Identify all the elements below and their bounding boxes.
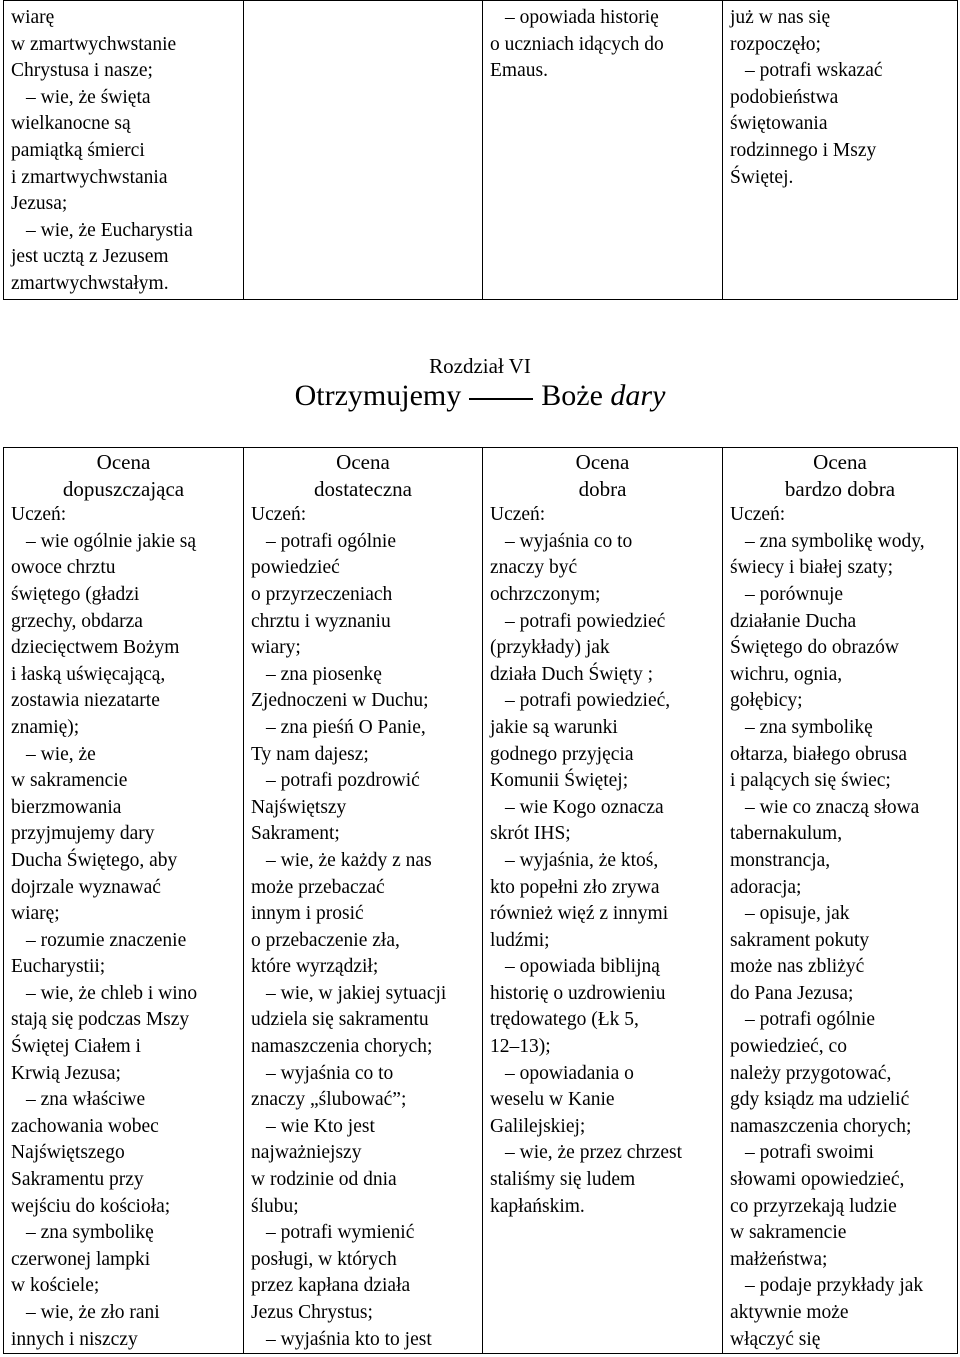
grade-cell-dopuszczajaca (4, 448, 244, 1354)
text-line: tabernakulum, (730, 823, 843, 845)
text-line: Świętej. (730, 166, 794, 188)
text-line: Ducha Świętego, aby (11, 849, 178, 871)
bullet-item: – wie Kogo oznacza (490, 795, 715, 822)
grade-heading-label: Ocena (336, 450, 390, 474)
top-table-row (4, 1, 958, 300)
text-line: bierzmowania (11, 796, 122, 818)
grade-heading-name: bardzo dobra (784, 476, 896, 501)
text-line: Uczeń: (251, 504, 307, 526)
text-line: gdy ksiądz ma udzielić (730, 1089, 910, 1111)
text-line: owoce chrztu (11, 557, 116, 579)
bullet-item: – potrafi ogólnie (730, 1007, 950, 1034)
chapter-label: Rozdział VI (429, 354, 531, 378)
top-cell-1 (4, 1, 244, 300)
text-line: znamię); (11, 716, 80, 738)
grades-table (3, 447, 958, 1354)
bullet-item: – opowiada historię (490, 5, 715, 32)
chapter-title-part1: Otrzymujemy (294, 379, 462, 412)
text-line: zmartwychwstałym. (11, 272, 169, 294)
bullet-item: – wie, że Eucharystia (11, 218, 236, 245)
bullet-item: – wyjaśnia co to (251, 1061, 475, 1088)
text-line: w rodzinie od dnia (251, 1169, 397, 1191)
text-line: ołtarza, białego obrusa (730, 743, 908, 765)
text-line: wielkanocne są (11, 113, 131, 135)
grade-heading-label: Ocena (96, 450, 151, 474)
text-line: przez kapłana działa (251, 1275, 411, 1297)
text-line: wejściu do kościoła; (11, 1195, 171, 1217)
text-line: Chrystusa i nasze; (11, 60, 153, 82)
text-line: również więź z innymi (490, 903, 669, 925)
text-line: działa Duch Święty ; (490, 663, 653, 685)
text-line: jest ucztą z Jezusem (11, 246, 169, 268)
grades-row (4, 448, 958, 1354)
bullet-item: – potrafi wymienić (251, 1220, 475, 1247)
bullet-item: – potrafi powiedzieć, (490, 688, 715, 715)
text-line: rozpoczęło; (730, 33, 821, 55)
text-line: innym i prosić (251, 903, 364, 925)
bullet-item: – potrafi powiedzieć (490, 609, 715, 636)
text-line: Świętej Ciałem i (11, 1036, 141, 1058)
grade-cell-dobra (483, 448, 723, 1354)
grade-heading-label: Ocena (813, 450, 867, 474)
text-line: Emaus. (490, 60, 548, 82)
bullet-item: – wie, że każdy z nas (251, 848, 475, 875)
text-line: Najświętszego (11, 1142, 125, 1164)
text-line: chrztu i wyznaniu (251, 610, 391, 632)
bullet-item: – wie Kto jest (251, 1114, 475, 1141)
text-line: działanie Ducha (730, 610, 857, 632)
bullet-item: – wie, że (11, 742, 236, 769)
bullet-item: – potrafi ogólnie (251, 529, 475, 556)
text-line: Uczeń: (730, 504, 786, 526)
title-dash-separator (469, 398, 533, 400)
grade-heading-name: dostateczna (314, 476, 412, 501)
text-line: zostawia niezatarte (11, 690, 160, 712)
text-line: ludźmi; (490, 929, 550, 951)
text-line: Zjednoczeni w Duchu; (251, 690, 429, 712)
text-line: Jezus Chrystus; (251, 1302, 373, 1323)
bullet-item: – rozumie znaczenie (11, 928, 236, 955)
text-line: Komunii Świętej; (490, 770, 629, 792)
bullet-item: – wie, że zło rani (11, 1300, 236, 1327)
text-line: rodzinnego i Mszy (730, 139, 877, 161)
text-line: staliśmy się ludem (490, 1169, 636, 1191)
top-cell-2 (244, 1, 483, 300)
text-line: w zmartwychwstanie (11, 33, 177, 55)
bullet-item: – wyjaśnia, że ktoś, (490, 848, 715, 875)
text-line: już w nas się (730, 7, 831, 28)
text-line: i palących się świec; (730, 770, 891, 792)
text-line: Jezusa; (11, 193, 68, 215)
text-line: pamiątką śmierci (11, 139, 145, 161)
text-line: namaszczenia chorych; (730, 1115, 912, 1137)
text-line: dojrzale wyznawać (11, 876, 161, 898)
text-line: wiarę; (11, 903, 60, 925)
text-line: świecy i białej szaty; (730, 557, 893, 579)
text-line: zachowania wobec (11, 1115, 159, 1137)
bullet-item: – zna symbolikę (11, 1220, 236, 1247)
text-line: co przyrzekają ludzie (730, 1195, 897, 1217)
grade-heading-label: Ocena (575, 450, 630, 474)
grade-heading-name: dopuszczająca (62, 476, 185, 501)
text-line: wichru, ognia, (730, 663, 843, 685)
text-line: włączyć się (730, 1328, 821, 1350)
text-line: Galilejskiej; (490, 1115, 586, 1137)
text-line: przyjmujemy dary (11, 823, 155, 845)
text-line: kto popełni zło zrywa (490, 876, 660, 898)
bullet-item: – wie ogólnie jakie są (11, 529, 236, 556)
text-line: Eucharystii; (11, 956, 106, 978)
grade-cell-bardzo-dobra (723, 448, 958, 1354)
text-line: o przyrzeczeniach (251, 583, 393, 605)
top-cell-3 (483, 1, 723, 300)
text-line: skrót IHS; (490, 823, 571, 845)
chapter-title-part2: Boże (541, 379, 603, 412)
text-line: i zmartwychwstania (11, 166, 168, 188)
bullet-item: – zna symbolikę wody, (730, 529, 950, 556)
bullet-item: – wie, że chleb i wino (11, 981, 236, 1008)
text-line: może nas zbliżyć (730, 956, 865, 978)
text-line: w kościele; (11, 1275, 100, 1297)
text-line: adoracja; (730, 876, 802, 898)
text-line: gołębicy; (730, 690, 803, 712)
text-line: wiarę (11, 7, 55, 28)
grade-cell-dostateczna (244, 448, 483, 1354)
bullet-item: – porównuje (730, 582, 950, 609)
text-line: kapłańskim. (490, 1195, 585, 1217)
text-line: Świętego do obrazów (730, 637, 899, 659)
text-line: grzechy, obdarza (11, 610, 143, 632)
text-line: powiedzieć, co (730, 1036, 847, 1058)
text-line: Krwią Jezusa; (11, 1062, 121, 1084)
text-line: znaczy być (490, 557, 578, 579)
text-line: najważniejszy (251, 1142, 362, 1164)
text-line: do Pana Jezusa; (730, 982, 854, 1004)
text-line: aktywnie może (730, 1302, 849, 1323)
text-line: weselu w Kanie (490, 1089, 615, 1111)
text-line: należy przygotować, (730, 1062, 892, 1084)
grade-heading-name: dobra (578, 476, 627, 501)
text-line: małżeństwa; (730, 1248, 828, 1270)
text-line: udziela się sakramentu (251, 1009, 429, 1031)
bullet-item: – zna pieśń O Panie, (251, 715, 475, 742)
text-line: świętego (gładzi (11, 583, 140, 605)
text-line: (przykłady) jak (490, 637, 610, 659)
text-line: ochrzczonym; (490, 583, 601, 605)
chapter-title-part3: dary (610, 379, 666, 412)
text-line: o przebaczenie zła, (251, 929, 400, 951)
bullet-item: – podaje przykłady jak (730, 1273, 950, 1300)
bullet-item: – wie, że przez chrzest (490, 1140, 715, 1167)
text-line: 12–13); (490, 1036, 551, 1058)
text-line: godnego przyjęcia (490, 743, 634, 765)
text-line: Uczeń: (11, 504, 67, 526)
text-line: czerwonej lampki (11, 1248, 151, 1270)
bullet-item: – potrafi swoimi (730, 1140, 950, 1167)
bullet-item: – zna symbolikę (730, 715, 950, 742)
text-line: namaszczenia chorych; (251, 1036, 433, 1058)
text-line: Sakrament; (251, 823, 340, 845)
text-line: dziecięctwem Bożym (11, 637, 180, 659)
bullet-item: – zna piosenkę (251, 662, 475, 689)
text-line: w sakramencie (730, 1222, 847, 1244)
chapter-title (0, 378, 960, 414)
text-line: historię o uzdrowieniu (490, 982, 666, 1004)
text-line: innych i niszczy (11, 1328, 138, 1350)
text-line: świętowania (730, 113, 828, 135)
bullet-item: – opowiada biblijną (490, 954, 715, 981)
text-line: trędowatego (Łk 5, (490, 1009, 639, 1031)
text-line: sakrament pokuty (730, 929, 870, 951)
text-line: wiary; (251, 637, 301, 659)
text-line: słowami opowiedzieć, (730, 1169, 905, 1191)
bullet-item: – opowiadania o (490, 1061, 715, 1088)
top-cell-4 (723, 1, 958, 300)
text-line: stają się podczas Mszy (11, 1009, 190, 1031)
text-line: Uczeń: (490, 504, 546, 526)
bullet-item: – wyjaśnia co to (490, 529, 715, 556)
text-line: ślubu; (251, 1195, 299, 1217)
bullet-item: – wie co znaczą słowa (730, 795, 950, 822)
text-line: i łaską uświęcającą, (11, 663, 166, 685)
text-line: może przebaczać (251, 876, 385, 898)
text-line: Ty nam dajesz; (251, 743, 369, 765)
text-line: o uczniach idących do (490, 33, 664, 55)
bullet-item: – opisuje, jak (730, 901, 950, 928)
bullet-item: – wyjaśnia kto to jest (251, 1327, 475, 1354)
text-line: powiedzieć (251, 557, 340, 579)
text-line: znaczy „ślubować”; (251, 1089, 407, 1111)
bullet-item: – wie, w jakiej sytuacji (251, 981, 475, 1008)
text-line: które wyrządził; (251, 956, 379, 978)
text-line: Najświętszy (251, 796, 347, 818)
bullet-item: – wie, że święta (11, 85, 236, 112)
bullet-item: – potrafi wskazać (730, 58, 950, 85)
text-line: podobieństwa (730, 86, 839, 108)
text-line: monstrancja, (730, 849, 831, 871)
text-line: Sakramentu przy (11, 1169, 144, 1191)
text-line: jakie są warunki (490, 716, 618, 738)
bullet-item: – zna właściwe (11, 1087, 236, 1114)
bullet-item: – potrafi pozdrowić (251, 768, 475, 795)
text-line: w sakramencie (11, 770, 128, 792)
text-line: posługi, w których (251, 1248, 397, 1270)
top-table (3, 0, 958, 300)
